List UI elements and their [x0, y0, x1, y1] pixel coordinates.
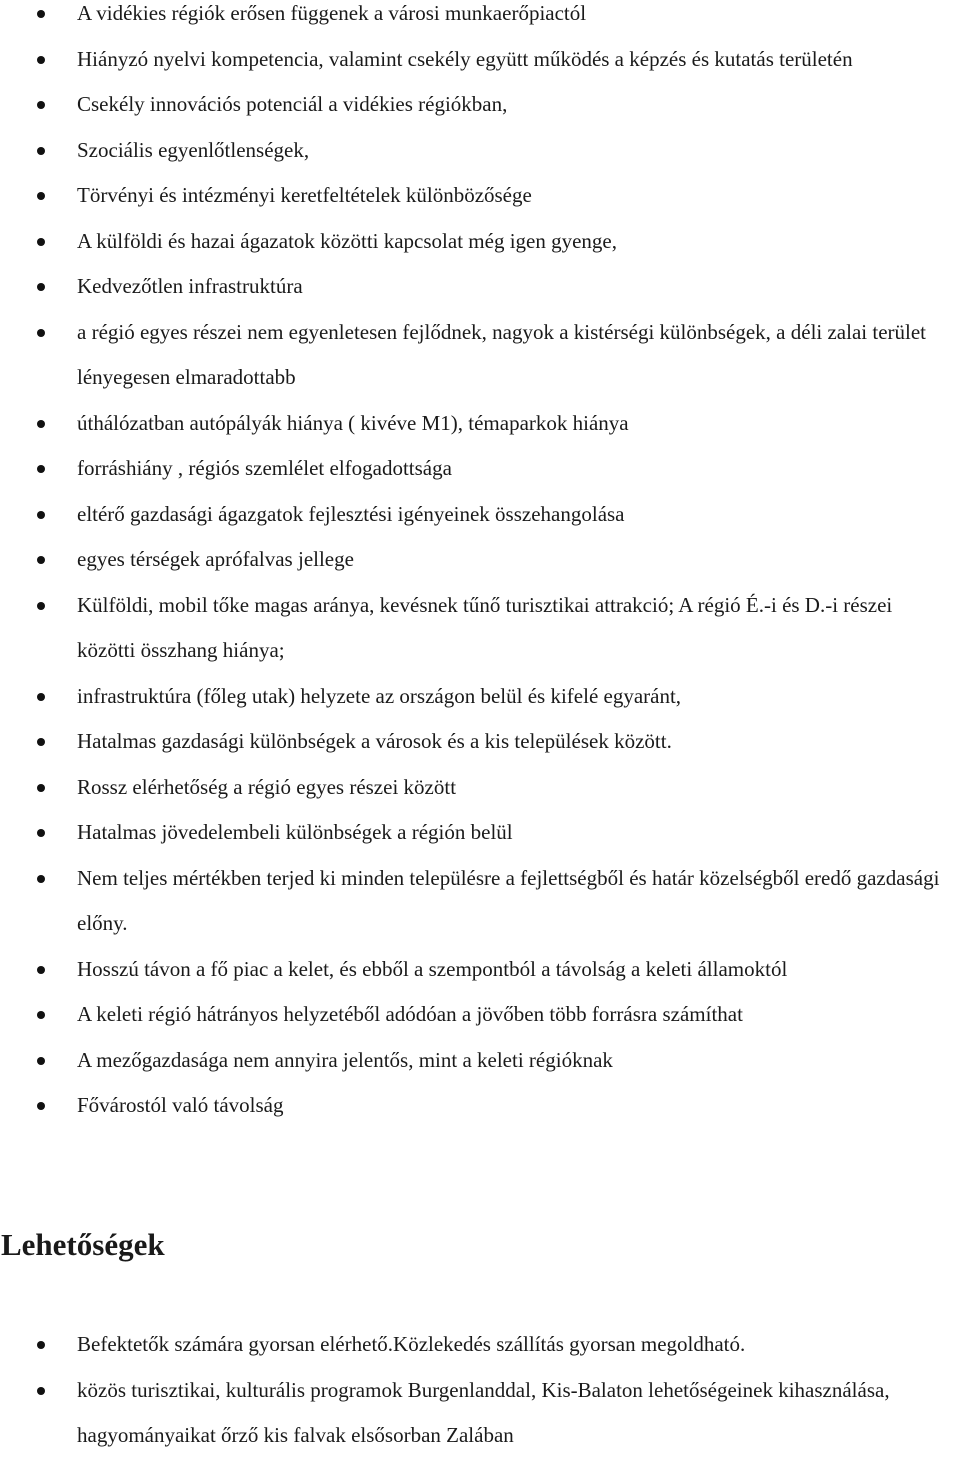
list-item-text: Nem teljes mértékben terjed ki minden településre a fejlettségből és határ közelségből eredő gazdasági előny. [77, 865, 940, 935]
list-item-text: A keleti régió hátrányos helyzetéből adódóan a jövőben több forrásra számíthat [77, 1002, 743, 1026]
list-item [0, 219, 960, 265]
list-item [0, 992, 960, 1038]
list-item-text: közös turisztikai, kulturális programok Burgenlanddal, Kis-Balaton lehetőségeinek kihasználása, hagyományaikat őrző kis falvak elsősorban Zalában [77, 1377, 890, 1447]
list-item-text: Hiányzó nyelvi kompetencia, valamint csekély együtt működés a képzés és kutatás területén [77, 46, 853, 71]
list-item [0, 401, 960, 447]
list-item [0, 674, 960, 720]
list-item-text: Csekély innovációs potenciál a vidékies régiókban, [77, 92, 508, 116]
list-item-text: infrastruktúra (főleg utak) helyzete az országon belül és kifelé egyaránt, [77, 683, 682, 708]
list-item-text: Rossz elérhetőség a régió egyes részei között [77, 774, 457, 799]
list-item-text: Hosszú távon a fő piac a kelet, és ebből a szempontból a távolság a keleti államoktól [77, 956, 788, 981]
bullet-icon [37, 329, 45, 337]
bullet-icon [37, 875, 45, 883]
list-item-text: A külföldi és hazai ágazatok közötti kapcsolat még igen gyenge, [77, 228, 617, 253]
list-item-text: a régió egyes részei nem egyenletesen fejlődnek, nagyok a kistérségi különbségek, a déli zalai terület lényegesen elmaradottabb [77, 319, 927, 389]
list-item-text: forráshiány , régiós szemlélet elfogadottsága [77, 456, 452, 480]
list-item [0, 1083, 960, 1129]
bullet-icon [37, 1011, 45, 1019]
bullet-icon [37, 238, 45, 246]
list-item [0, 0, 960, 37]
list-item [0, 446, 960, 492]
bullet-icon [37, 602, 45, 610]
list-item-text: Szociális egyenlőtlenségek, [77, 137, 310, 162]
list-item [0, 583, 960, 674]
bullet-icon [37, 1057, 45, 1065]
bullet-icon [37, 147, 45, 155]
list-item [0, 310, 960, 401]
opportunities-list [0, 1322, 960, 1459]
bullet-icon [37, 420, 45, 428]
bullet-icon [37, 1387, 45, 1395]
list-item [0, 765, 960, 811]
list-item-text: Fővárostól való távolság [77, 1093, 284, 1117]
bullet-icon [37, 1102, 45, 1110]
list-item [0, 264, 960, 310]
list-item [0, 719, 960, 765]
list-item-text: Hatalmas gazdasági különbségek a városok és a kis települések között. [77, 729, 672, 753]
bullet-icon [37, 966, 45, 974]
bullet-icon [37, 283, 45, 291]
bullet-icon [37, 556, 45, 564]
list-item [0, 856, 960, 947]
list-item-text: Befektetők számára gyorsan elérhető.Közlekedés szállítás gyorsan megoldható. [77, 1332, 746, 1356]
bullet-icon [37, 784, 45, 792]
list-item [0, 1368, 960, 1459]
list-item-text: Kedvezőtlen infrastruktúra [77, 274, 303, 298]
list-item [0, 128, 960, 174]
list-item-text: Hatalmas jövedelembeli különbségek a régión belül [77, 820, 513, 844]
list-item [0, 1038, 960, 1084]
bullet-icon [37, 511, 45, 519]
list-item [0, 810, 960, 856]
list-item-text: úthálózatban autópályák hiánya ( kivéve M1), témaparkok hiánya [77, 410, 629, 435]
bullet-icon [37, 10, 45, 18]
bullet-icon [37, 101, 45, 109]
list-item [0, 82, 960, 128]
section-heading-opportunities: Lehetőségek [1, 1227, 165, 1262]
bullet-icon [37, 693, 45, 701]
list-item [0, 947, 960, 993]
list-item-text: Törvényi és intézményi keretfeltételek különbözősége [77, 183, 532, 207]
bullet-icon [37, 56, 45, 64]
list-item-text: Külföldi, mobil tőke magas aránya, kevésnek tűnő turisztikai attrakció; A régió É.-i és D.-i részei közötti összhang hiánya; [77, 592, 893, 662]
list-item [0, 537, 960, 583]
list-item [0, 492, 960, 538]
bullet-icon [37, 192, 45, 200]
list-item-text: eltérő gazdasági ágazgatok fejlesztési igényeinek összehangolása [77, 501, 625, 526]
list-item-text: egyes térségek aprófalvas jellege [77, 547, 354, 571]
list-item-text: A vidékies régiók erősen függenek a városi munkaerőpiactól [77, 1, 587, 25]
bullet-icon [37, 1341, 45, 1349]
bullet-icon [37, 829, 45, 837]
bullet-icon [37, 465, 45, 473]
list-item [0, 1322, 960, 1368]
list-item [0, 173, 960, 219]
bullet-icon [37, 738, 45, 746]
list-item [0, 37, 960, 83]
list-item-text: A mezőgazdasága nem annyira jelentős, mint a keleti régióknak [77, 1047, 613, 1072]
